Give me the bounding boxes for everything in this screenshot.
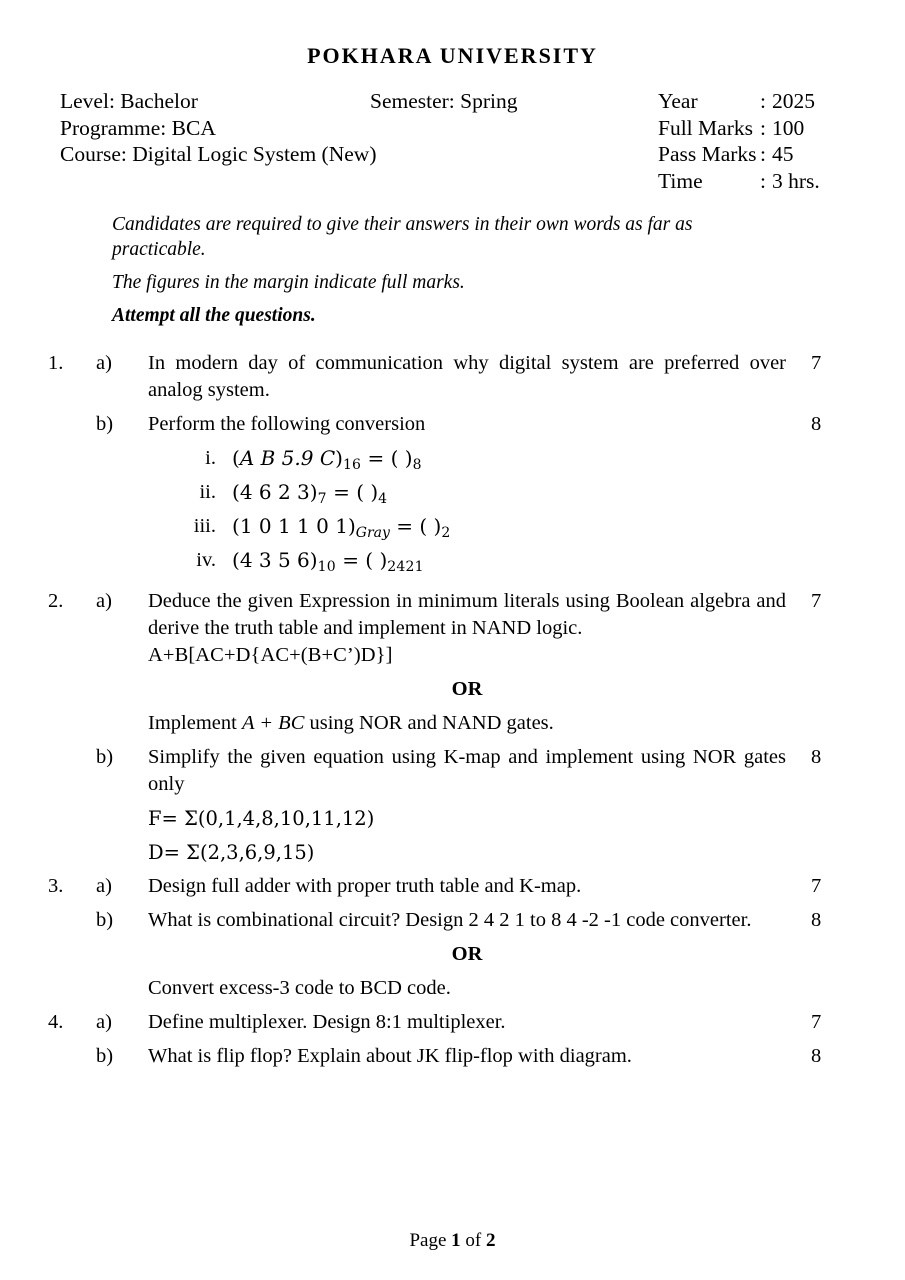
page-title: POKHARA UNIVERSITY: [307, 43, 598, 68]
question-3-number: 3.: [48, 874, 64, 897]
conversion-item-iii-equation: (1 0 1 1 0 1)Gray = ( )$_2$: [232, 513, 451, 541]
question-2b-text: Simplify the given equation using K-map and implement using NOR gates only: [148, 745, 786, 795]
question-3a: [0, 873, 905, 900]
question-4a-text: Define multiplexer. Design 8:1 multiplexer.: [148, 1010, 506, 1033]
spacer: [0, 934, 905, 941]
conversion-item-ii-roman: ii.: [199, 480, 216, 503]
conversion-item-iv: [148, 547, 905, 581]
question-2a-marks: 7: [811, 589, 822, 612]
question-2-number: 2.: [48, 589, 64, 612]
header-time-separator: :: [760, 168, 766, 193]
spacer: [0, 866, 905, 873]
conversion-item-ii-equation: (4 6 2 $3)_7$ = ( )$_4$: [232, 479, 388, 507]
header-pass-marks-value: 45: [772, 142, 794, 166]
question-2a-or-label: OR: [451, 677, 483, 700]
spacer: [0, 1036, 905, 1043]
question-2b-letter: b): [96, 745, 114, 768]
question-3b-alternative: Convert excess-3 code to BCD code.: [148, 976, 451, 999]
header-programme: Programme: BCA: [60, 115, 216, 140]
question-1b-text: Perform the following conversion: [148, 413, 426, 435]
exam-header-meta: [0, 88, 905, 198]
question-3b-marks: 8: [811, 908, 822, 931]
question-1b-marks: 8: [811, 413, 822, 435]
question-4b: [0, 1043, 905, 1070]
spacer: [0, 1002, 905, 1009]
question-2a-alt-suffix: using NOR and NAND gates.: [304, 711, 554, 734]
question-1b: [0, 411, 905, 438]
spacer: [0, 968, 905, 975]
conversion-item-iv-roman: iv.: [196, 548, 216, 571]
conversion-item-i-roman: i.: [205, 447, 216, 469]
header-time-label: Time: [658, 168, 703, 193]
question-3a-text: Design full adder with proper truth table and K-map.: [148, 874, 582, 897]
question-1b-letter: b): [96, 413, 114, 435]
question-1a-letter: a): [96, 352, 112, 374]
question-2a-alt-math: A + BC: [241, 711, 305, 734]
question-4a: [0, 1009, 905, 1036]
instructions-block: [112, 212, 772, 328]
question-3b: [0, 907, 905, 934]
spacer: [0, 832, 905, 839]
question-2b-f-equation: F= Σ(0,1,4,8,10,11,12): [148, 806, 375, 830]
spacer: [0, 581, 905, 588]
question-2a-text: Deduce the given Expression in minimum literals using Boolean algebra and derive the truth table and implement in NAND logic.: [148, 589, 786, 639]
question-4a-marks: 7: [811, 1010, 822, 1033]
question-4-number: 4.: [48, 1010, 64, 1033]
spacer: [0, 669, 905, 676]
question-2a-alt-prefix: Implement: [148, 711, 242, 734]
header-year-separator: :: [760, 89, 766, 113]
question-4a-letter: a): [96, 1010, 112, 1033]
spacer: [0, 703, 905, 710]
footer-total-pages: 2: [486, 1230, 496, 1251]
header-full-marks-separator: :: [760, 115, 766, 140]
question-3a-letter: a): [96, 874, 112, 897]
header-time-row: [658, 168, 898, 195]
header-year-row: [658, 88, 898, 115]
header-pass-marks-row: [658, 141, 898, 168]
header-year-value: 2025: [772, 89, 815, 113]
header-level: Level: Bachelor: [60, 89, 198, 113]
instruction-line-3: Attempt all the questions.: [112, 305, 316, 326]
footer-prefix: Page: [409, 1230, 452, 1251]
conversion-item-ii: [148, 479, 905, 513]
question-2a-alternative: [148, 710, 786, 737]
page-footer: [0, 1230, 905, 1252]
conversion-item-iv-equation: (4 3 5 $6)_{10}$ = ( )$_{2421}$: [232, 547, 424, 575]
spacer: [0, 438, 905, 445]
spacer: [0, 900, 905, 907]
header-semester: Semester: Spring: [370, 89, 518, 113]
header-pass-marks-label: Pass Marks: [658, 142, 757, 166]
question-2a-expression: A+B[AC+D{AC+(B+C’)D}]: [148, 643, 393, 666]
question-2a-letter: a): [96, 589, 112, 612]
spacer: [0, 798, 905, 805]
question-3b-or-label: OR: [451, 942, 483, 965]
header-left-column: [60, 88, 380, 168]
question-4b-marks: 8: [811, 1044, 822, 1067]
header-pass-marks-separator: :: [760, 142, 766, 166]
header-middle-column: [370, 88, 630, 115]
conversion-item-iii: [148, 513, 905, 547]
question-1a-text: In modern day of communication why digital system are preferred over analog system.: [148, 352, 786, 401]
header-full-marks-value: 100: [772, 115, 805, 140]
footer-middle: of: [460, 1230, 486, 1251]
footer-page-number: 1: [451, 1230, 461, 1251]
question-2b-marks: 8: [811, 745, 822, 768]
question-2a: [0, 588, 905, 642]
question-3a-marks: 7: [811, 874, 822, 897]
question-1-number: 1.: [48, 352, 64, 374]
spacer: [0, 737, 905, 744]
question-2b: [0, 744, 905, 798]
question-4b-letter: b): [96, 1044, 114, 1067]
header-year-label: Year: [658, 89, 698, 113]
question-1a-marks: 7: [811, 352, 822, 374]
header-full-marks-label: Full Marks: [658, 115, 753, 140]
question-1a: [0, 350, 905, 404]
question-4b-text: What is flip flop? Explain about JK flip-flop with diagram.: [148, 1044, 632, 1067]
header-course: Course: Digital Logic System (New): [60, 142, 377, 166]
spacer: [0, 404, 905, 411]
header-full-marks-row: [658, 115, 898, 142]
questions-list: [0, 350, 905, 1070]
instruction-line-1: Candidates are required to give their answers in their own words as far as practicable.: [112, 214, 693, 260]
header-right-column: [658, 88, 898, 194]
header-time-value: 3 hrs.: [772, 168, 820, 193]
question-3b-letter: b): [96, 908, 114, 931]
question-2b-d-equation: D= Σ(2,3,6,9,15): [148, 840, 315, 864]
instruction-line-2: The figures in the margin indicate full marks.: [112, 272, 465, 293]
question-3b-text: What is combinational circuit? Design 2 4 2 1 to 8 4 -2 -1 code converter.: [148, 908, 752, 931]
conversion-item-iii-roman: iii.: [193, 514, 216, 537]
conversion-item-i: [148, 445, 905, 479]
conversion-item-i-equation: (A B 5.9 $C)_{16}$ = ( )$_8$: [232, 446, 422, 473]
